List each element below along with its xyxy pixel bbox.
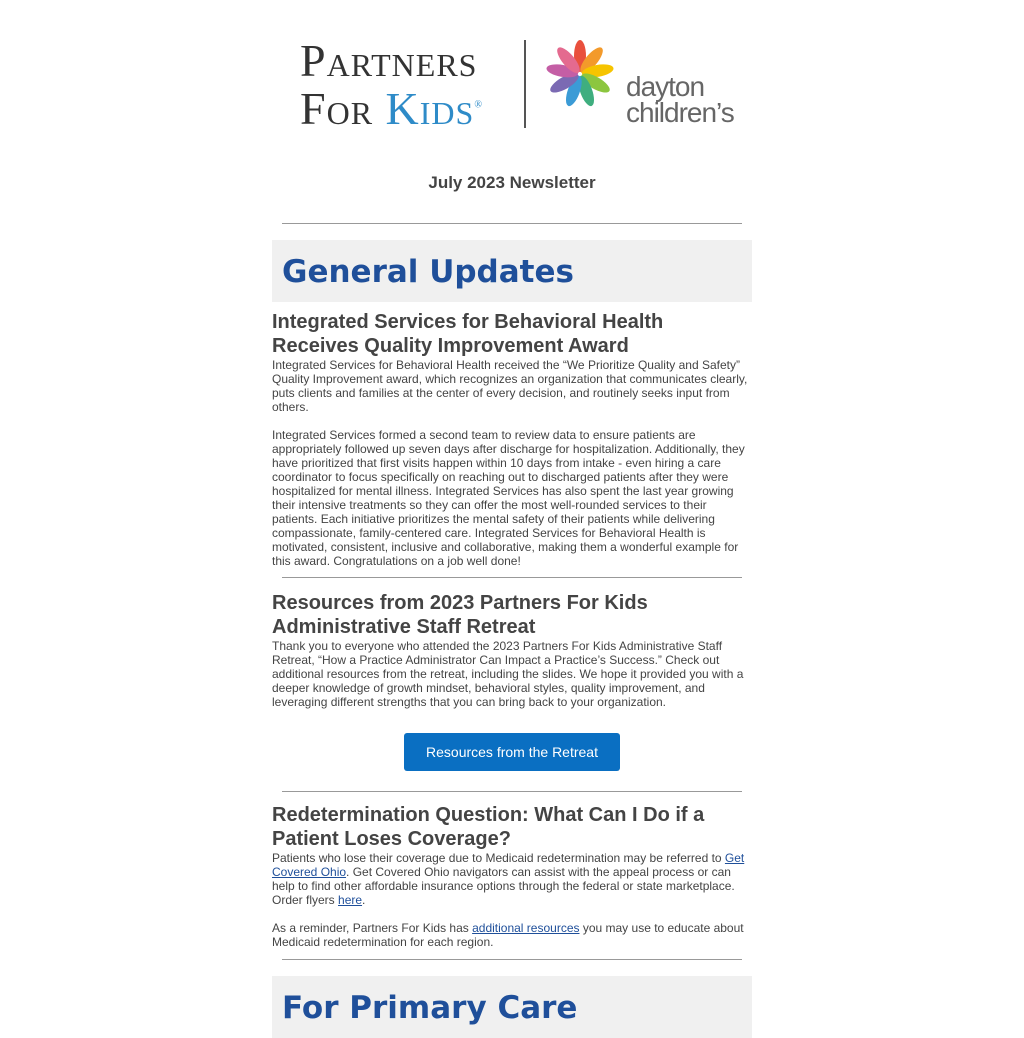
- divider: [282, 223, 742, 224]
- divider: [282, 791, 742, 792]
- article-quality-award: [272, 310, 752, 568]
- divider: [282, 577, 742, 578]
- article-redetermination: [272, 803, 752, 949]
- additional-resources-link[interactable]: additional resources: [472, 921, 580, 935]
- pfk-logo-line1: Partners: [300, 35, 478, 86]
- article-staff-retreat: [272, 591, 752, 771]
- newsletter-title: July 2023 Newsletter: [428, 173, 596, 192]
- article-paragraph: Patients who lose their coverage due to Medicaid redetermination may be referred to Get Covered Ohio. Get Covered Ohio navigators can assist with the appeal process or can help to find other affordable insurance options through the federal or state marketplace. Order flyers here.: [272, 851, 745, 907]
- pfk-logo-registered: ®: [474, 99, 483, 111]
- article-paragraph: Thank you to everyone who attended the 2023 Partners For Kids Administrative Staff Retreat, “How a Practice Administrator Can Impact a Practice’s Success.” Check out additional resources from the retreat, including the slides. We hope it provided you with a deeper knowledge of growth mindset, behavioral styles, quality improvement, and leveraging different strengths that you can bring back to your organization.: [272, 639, 744, 709]
- divider: [282, 959, 742, 960]
- article-paragraph: Integrated Services formed a second team to review data to ensure patients are appropriately followed up seven days after discharge for hospitalization. Additionally, they have prioritized that first visits happen within 10 days from intake - even hiring a care coordinator to focus specifically on reaching out to discharged patients after they were hospitalized for mental illness. Integrated Services has also spent the last year growing their intensive treatments so they can offer the most well-rounded services to their patients. Each initiative prioritizes the mental safety of their patients while delivering compassionate, family-centered care. Integrated Services for Behavioral Health is motivated, consistent, inclusive and collaborative, making them a wonderful example for this award. Congratulations on a job well done!: [272, 428, 745, 568]
- section-heading-primary-care: For Primary Care: [272, 976, 752, 1038]
- resources-from-retreat-button[interactable]: Resources from the Retreat: [404, 733, 620, 771]
- pinwheel-icon: [546, 40, 616, 110]
- dc-logo-line1: dayton: [626, 71, 705, 102]
- dc-logo-line2: children’s: [626, 97, 734, 128]
- order-flyers-here-link[interactable]: here: [338, 893, 363, 907]
- article-title: Integrated Services for Behavioral Health Receives Quality Improvement Award: [272, 311, 664, 357]
- dayton-childrens-logo: [564, 40, 734, 132]
- pfk-logo-for: For: [300, 83, 386, 134]
- article-title: Redetermination Question: What Can I Do if a Patient Loses Coverage?: [272, 804, 705, 850]
- newsletter-container: [272, 0, 752, 1038]
- get-covered-ohio-link[interactable]: Get Covered Ohio: [272, 851, 745, 879]
- partners-for-kids-logo: [300, 35, 483, 134]
- pfk-logo-kids: Kids: [385, 83, 475, 134]
- section-heading-general-updates: General Updates: [272, 240, 752, 302]
- logo-header: [272, 0, 752, 160]
- logo-divider: [524, 40, 526, 128]
- article-title: Resources from 2023 Partners For Kids Administrative Staff Retreat: [272, 592, 648, 638]
- article-paragraph: As a reminder, Partners For Kids has additional resources you may use to educate about Medicaid redetermination for each region.: [272, 921, 744, 949]
- article-paragraph: Integrated Services for Behavioral Health received the “We Prioritize Quality and Safety” Quality Improvement award, which recognizes an organization that communicates clearly, puts clients and families at the center of every decision, and routinely seeks input from others.: [272, 358, 748, 414]
